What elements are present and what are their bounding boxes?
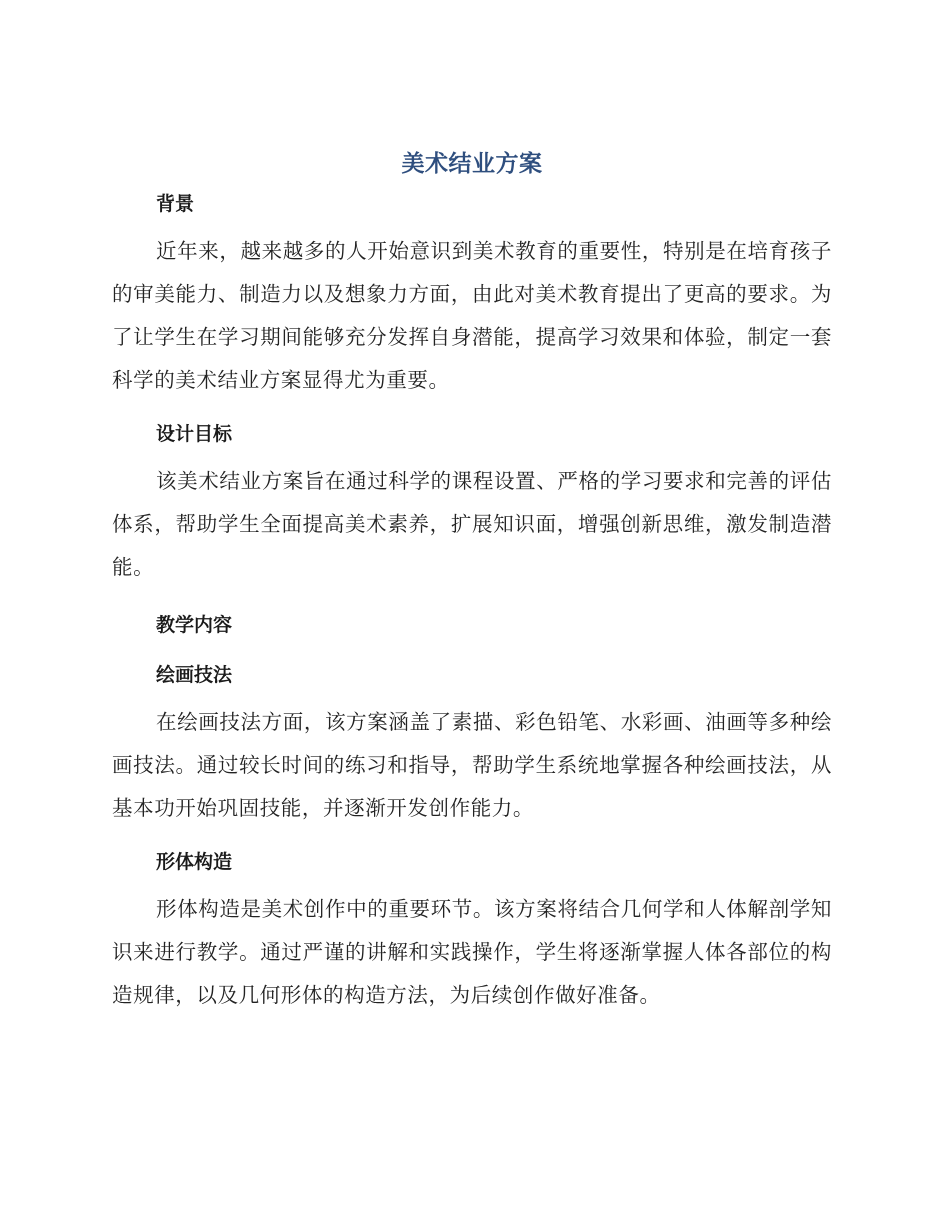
section-heading-background: 背景 <box>156 193 195 215</box>
section-paragraph-form-structure: 形体构造是美术创作中的重要环节。该方案将结合几何学和人体解剖学知识来进行教学。通过严谨的讲解和实践操作，学生将逐渐掌握人体各部位的构造规律，以及几何形体的构造方法，为后续创作做好准备。 <box>112 897 832 1007</box>
document-title: 美术结业方案 <box>401 151 543 177</box>
section-paragraph-background: 近年来，越来越多的人开始意识到美术教育的重要性，特别是在培育孩子的审美能力、制造力以及想象力方面，由此对美术教育提出了更高的要求。为了让学生在学习期间能够充分发挥自身潜能，提高学习效果和体验，制定一套科学的美术结业方案显得尤为重要。 <box>112 239 832 392</box>
document-content <box>112 138 832 1017</box>
section-heading-teaching-content: 教学内容 <box>156 614 233 636</box>
section-paragraph-design-goals: 该美术结业方案旨在通过科学的课程设置、严格的学习要求和完善的评估体系，帮助学生全面提高美术素养，扩展知识面，增强创新思维，激发制造潜能。 <box>112 469 832 579</box>
section-heading-painting-techniques: 绘画技法 <box>156 664 233 686</box>
section-heading-design-goals: 设计目标 <box>156 423 233 445</box>
section-paragraph-painting-techniques: 在绘画技法方面，该方案涵盖了素描、彩色铅笔、水彩画、油画等多种绘画技法。通过较长时间的练习和指导，帮助学生系统地掌握各种绘画技法，从基本功开始巩固技能，并逐渐开发创作能力。 <box>112 710 832 820</box>
section-heading-form-structure: 形体构造 <box>156 851 233 873</box>
